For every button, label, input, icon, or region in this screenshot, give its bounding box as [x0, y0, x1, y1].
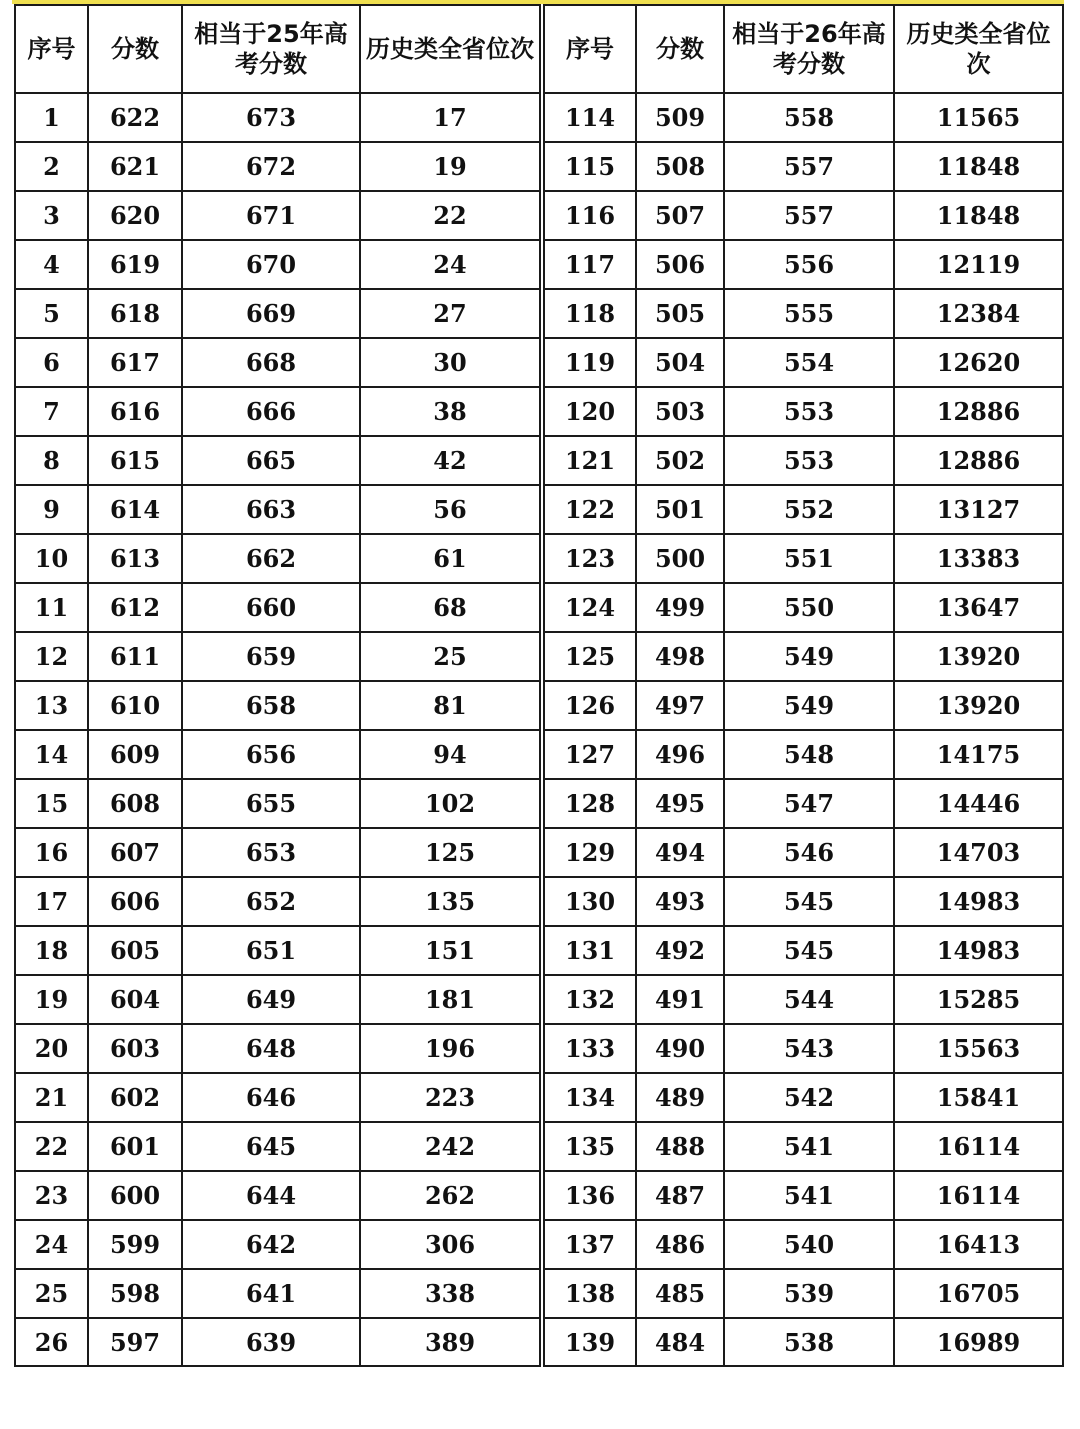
cell-province-rank-left: 24	[360, 240, 542, 289]
cell-equiv-score-26: 556	[724, 240, 894, 289]
cell-seq-left: 3	[15, 191, 88, 240]
cell-equiv-score-26: 546	[724, 828, 894, 877]
cell-seq-left: 21	[15, 1073, 88, 1122]
table-row	[15, 1073, 1063, 1122]
cell-seq-right: 117	[542, 240, 636, 289]
cell-seq-left: 10	[15, 534, 88, 583]
cell-equiv-score-26: 551	[724, 534, 894, 583]
cell-province-rank-right: 12119	[894, 240, 1063, 289]
cell-score-left: 610	[88, 681, 182, 730]
cell-equiv-score-26: 545	[724, 926, 894, 975]
cell-province-rank-left: 262	[360, 1171, 542, 1220]
cell-seq-right: 119	[542, 338, 636, 387]
cell-equiv-score-25: 655	[182, 779, 360, 828]
cell-province-rank-right: 13920	[894, 681, 1063, 730]
cell-seq-right: 132	[542, 975, 636, 1024]
cell-score-right: 502	[636, 436, 724, 485]
cell-equiv-score-26: 553	[724, 387, 894, 436]
cell-seq-right: 134	[542, 1073, 636, 1122]
cell-province-rank-left: 38	[360, 387, 542, 436]
table-row	[15, 632, 1063, 681]
cell-province-rank-left: 22	[360, 191, 542, 240]
cell-score-right: 497	[636, 681, 724, 730]
cell-score-right: 501	[636, 485, 724, 534]
cell-seq-right: 115	[542, 142, 636, 191]
cell-province-rank-right: 13647	[894, 583, 1063, 632]
cell-province-rank-right: 11565	[894, 93, 1063, 142]
cell-score-right: 509	[636, 93, 724, 142]
cell-province-rank-left: 56	[360, 485, 542, 534]
cell-equiv-score-26: 540	[724, 1220, 894, 1269]
cell-score-right: 485	[636, 1269, 724, 1318]
header-equiv-score-25: 相当于25年高考分数	[182, 5, 360, 93]
cell-score-left: 600	[88, 1171, 182, 1220]
cell-score-left: 621	[88, 142, 182, 191]
header-seq-right: 序号	[542, 5, 636, 93]
table-row	[15, 583, 1063, 632]
cell-seq-left: 14	[15, 730, 88, 779]
table-row	[15, 534, 1063, 583]
cell-province-rank-right: 15563	[894, 1024, 1063, 1073]
cell-province-rank-left: 125	[360, 828, 542, 877]
cell-seq-right: 129	[542, 828, 636, 877]
cell-score-right: 493	[636, 877, 724, 926]
cell-province-rank-left: 102	[360, 779, 542, 828]
cell-province-rank-right: 12384	[894, 289, 1063, 338]
cell-score-left: 601	[88, 1122, 182, 1171]
cell-seq-right: 124	[542, 583, 636, 632]
table-row	[15, 338, 1063, 387]
cell-score-left: 618	[88, 289, 182, 338]
cell-seq-right: 131	[542, 926, 636, 975]
cell-score-left: 619	[88, 240, 182, 289]
cell-seq-left: 9	[15, 485, 88, 534]
cell-seq-right: 125	[542, 632, 636, 681]
cell-score-right: 498	[636, 632, 724, 681]
cell-equiv-score-26: 557	[724, 191, 894, 240]
table-row	[15, 681, 1063, 730]
header-score-right: 分数	[636, 5, 724, 93]
cell-seq-left: 5	[15, 289, 88, 338]
cell-province-rank-right: 12620	[894, 338, 1063, 387]
cell-seq-left: 8	[15, 436, 88, 485]
cell-province-rank-left: 135	[360, 877, 542, 926]
cell-seq-left: 15	[15, 779, 88, 828]
table-row	[15, 1318, 1063, 1366]
cell-province-rank-right: 13127	[894, 485, 1063, 534]
cell-seq-right: 118	[542, 289, 636, 338]
cell-seq-left: 7	[15, 387, 88, 436]
cell-province-rank-right: 15285	[894, 975, 1063, 1024]
cell-score-left: 614	[88, 485, 182, 534]
cell-score-left: 622	[88, 93, 182, 142]
table-row	[15, 877, 1063, 926]
cell-equiv-score-26: 554	[724, 338, 894, 387]
cell-equiv-score-25: 666	[182, 387, 360, 436]
cell-score-right: 508	[636, 142, 724, 191]
cell-province-rank-right: 14175	[894, 730, 1063, 779]
cell-equiv-score-26: 550	[724, 583, 894, 632]
cell-equiv-score-26: 548	[724, 730, 894, 779]
cell-seq-left: 22	[15, 1122, 88, 1171]
cell-province-rank-right: 14983	[894, 926, 1063, 975]
cell-seq-right: 127	[542, 730, 636, 779]
cell-province-rank-right: 13920	[894, 632, 1063, 681]
cell-seq-right: 130	[542, 877, 636, 926]
table-row	[15, 1122, 1063, 1171]
cell-score-right: 484	[636, 1318, 724, 1366]
cell-score-left: 616	[88, 387, 182, 436]
cell-score-left: 620	[88, 191, 182, 240]
cell-province-rank-left: 25	[360, 632, 542, 681]
cell-equiv-score-26: 538	[724, 1318, 894, 1366]
cell-score-left: 599	[88, 1220, 182, 1269]
cell-score-right: 494	[636, 828, 724, 877]
cell-seq-right: 136	[542, 1171, 636, 1220]
cell-equiv-score-25: 649	[182, 975, 360, 1024]
cell-seq-left: 4	[15, 240, 88, 289]
cell-province-rank-left: 338	[360, 1269, 542, 1318]
cell-seq-right: 126	[542, 681, 636, 730]
cell-province-rank-left: 19	[360, 142, 542, 191]
table-row	[15, 436, 1063, 485]
cell-province-rank-left: 151	[360, 926, 542, 975]
cell-equiv-score-25: 648	[182, 1024, 360, 1073]
cell-province-rank-left: 306	[360, 1220, 542, 1269]
cell-seq-right: 114	[542, 93, 636, 142]
header-province-rank-right: 历史类全省位次	[894, 5, 1063, 93]
table-row	[15, 1220, 1063, 1269]
cell-seq-right: 122	[542, 485, 636, 534]
cell-province-rank-left: 68	[360, 583, 542, 632]
cell-equiv-score-25: 644	[182, 1171, 360, 1220]
table-row	[15, 142, 1063, 191]
cell-score-right: 496	[636, 730, 724, 779]
cell-equiv-score-26: 547	[724, 779, 894, 828]
table-row	[15, 1171, 1063, 1220]
cell-equiv-score-25: 673	[182, 93, 360, 142]
cell-score-right: 499	[636, 583, 724, 632]
cell-seq-right: 137	[542, 1220, 636, 1269]
cell-score-left: 611	[88, 632, 182, 681]
cell-province-rank-left: 242	[360, 1122, 542, 1171]
cell-seq-right: 121	[542, 436, 636, 485]
cell-province-rank-right: 12886	[894, 387, 1063, 436]
table-row	[15, 828, 1063, 877]
table-row	[15, 779, 1063, 828]
cell-score-right: 506	[636, 240, 724, 289]
cell-seq-left: 17	[15, 877, 88, 926]
cell-equiv-score-26: 544	[724, 975, 894, 1024]
cell-score-left: 598	[88, 1269, 182, 1318]
cell-score-right: 505	[636, 289, 724, 338]
cell-province-rank-left: 81	[360, 681, 542, 730]
cell-province-rank-right: 13383	[894, 534, 1063, 583]
cell-score-right: 488	[636, 1122, 724, 1171]
cell-seq-left: 20	[15, 1024, 88, 1073]
cell-province-rank-left: 223	[360, 1073, 542, 1122]
cell-province-rank-right: 16705	[894, 1269, 1063, 1318]
table-row	[15, 240, 1063, 289]
cell-seq-left: 1	[15, 93, 88, 142]
table-row	[15, 730, 1063, 779]
cell-score-right: 492	[636, 926, 724, 975]
cell-equiv-score-25: 669	[182, 289, 360, 338]
cell-score-right: 504	[636, 338, 724, 387]
cell-equiv-score-26: 542	[724, 1073, 894, 1122]
cell-seq-left: 19	[15, 975, 88, 1024]
cell-seq-right: 138	[542, 1269, 636, 1318]
cell-seq-left: 13	[15, 681, 88, 730]
cell-equiv-score-25: 668	[182, 338, 360, 387]
cell-province-rank-right: 16114	[894, 1171, 1063, 1220]
cell-equiv-score-25: 641	[182, 1269, 360, 1318]
cell-equiv-score-25: 652	[182, 877, 360, 926]
cell-equiv-score-25: 671	[182, 191, 360, 240]
cell-equiv-score-25: 653	[182, 828, 360, 877]
cell-equiv-score-25: 651	[182, 926, 360, 975]
cell-score-right: 490	[636, 1024, 724, 1073]
table-row	[15, 975, 1063, 1024]
cell-score-right: 486	[636, 1220, 724, 1269]
cell-equiv-score-26: 553	[724, 436, 894, 485]
cell-seq-left: 16	[15, 828, 88, 877]
cell-seq-left: 24	[15, 1220, 88, 1269]
cell-province-rank-right: 16989	[894, 1318, 1063, 1366]
cell-province-rank-right: 16413	[894, 1220, 1063, 1269]
cell-seq-right: 116	[542, 191, 636, 240]
cell-equiv-score-25: 660	[182, 583, 360, 632]
cell-seq-right: 133	[542, 1024, 636, 1073]
cell-equiv-score-26: 552	[724, 485, 894, 534]
cell-equiv-score-25: 658	[182, 681, 360, 730]
cell-seq-left: 2	[15, 142, 88, 191]
cell-equiv-score-25: 642	[182, 1220, 360, 1269]
cell-seq-right: 135	[542, 1122, 636, 1171]
cell-score-left: 609	[88, 730, 182, 779]
cell-equiv-score-26: 541	[724, 1122, 894, 1171]
table-row	[15, 926, 1063, 975]
table-row	[15, 1269, 1063, 1318]
cell-score-right: 489	[636, 1073, 724, 1122]
cell-province-rank-left: 181	[360, 975, 542, 1024]
cell-equiv-score-26: 543	[724, 1024, 894, 1073]
cell-equiv-score-26: 555	[724, 289, 894, 338]
cell-province-rank-right: 11848	[894, 142, 1063, 191]
cell-province-rank-left: 27	[360, 289, 542, 338]
cell-equiv-score-26: 541	[724, 1171, 894, 1220]
cell-equiv-score-26: 539	[724, 1269, 894, 1318]
cell-equiv-score-25: 645	[182, 1122, 360, 1171]
cell-score-right: 503	[636, 387, 724, 436]
header-equiv-score-26: 相当于26年高考分数	[724, 5, 894, 93]
cell-score-left: 604	[88, 975, 182, 1024]
cell-seq-right: 128	[542, 779, 636, 828]
cell-score-right: 495	[636, 779, 724, 828]
cell-score-left: 613	[88, 534, 182, 583]
header-score-left: 分数	[88, 5, 182, 93]
cell-province-rank-left: 196	[360, 1024, 542, 1073]
cell-seq-left: 12	[15, 632, 88, 681]
cell-equiv-score-25: 662	[182, 534, 360, 583]
cell-province-rank-left: 389	[360, 1318, 542, 1366]
table-row	[15, 93, 1063, 142]
cell-score-right: 500	[636, 534, 724, 583]
cell-equiv-score-25: 672	[182, 142, 360, 191]
cell-score-left: 612	[88, 583, 182, 632]
cell-equiv-score-26: 558	[724, 93, 894, 142]
cell-score-left: 615	[88, 436, 182, 485]
cell-province-rank-right: 12886	[894, 436, 1063, 485]
cell-score-left: 603	[88, 1024, 182, 1073]
cell-equiv-score-26: 549	[724, 681, 894, 730]
cell-equiv-score-25: 670	[182, 240, 360, 289]
cell-equiv-score-25: 665	[182, 436, 360, 485]
cell-province-rank-right: 14983	[894, 877, 1063, 926]
cell-score-right: 491	[636, 975, 724, 1024]
cell-province-rank-left: 42	[360, 436, 542, 485]
cell-province-rank-right: 14703	[894, 828, 1063, 877]
cell-score-right: 507	[636, 191, 724, 240]
table-body	[15, 93, 1063, 1366]
cell-province-rank-right: 14446	[894, 779, 1063, 828]
header-seq-left: 序号	[15, 5, 88, 93]
cell-province-rank-left: 61	[360, 534, 542, 583]
cell-seq-left: 6	[15, 338, 88, 387]
cell-equiv-score-25: 639	[182, 1318, 360, 1366]
cell-score-left: 605	[88, 926, 182, 975]
cell-province-rank-left: 17	[360, 93, 542, 142]
cell-province-rank-left: 30	[360, 338, 542, 387]
cell-score-left: 617	[88, 338, 182, 387]
cell-score-left: 608	[88, 779, 182, 828]
cell-equiv-score-25: 663	[182, 485, 360, 534]
table-row	[15, 191, 1063, 240]
cell-seq-right: 139	[542, 1318, 636, 1366]
cell-equiv-score-26: 549	[724, 632, 894, 681]
cell-seq-left: 18	[15, 926, 88, 975]
table-header-row	[15, 5, 1063, 93]
cell-seq-left: 26	[15, 1318, 88, 1366]
cell-equiv-score-25: 646	[182, 1073, 360, 1122]
cell-score-left: 597	[88, 1318, 182, 1366]
cell-seq-left: 25	[15, 1269, 88, 1318]
cell-seq-right: 123	[542, 534, 636, 583]
table-row	[15, 1024, 1063, 1073]
cell-province-rank-right: 16114	[894, 1122, 1063, 1171]
cell-equiv-score-25: 656	[182, 730, 360, 779]
table-row	[15, 387, 1063, 436]
cell-province-rank-right: 15841	[894, 1073, 1063, 1122]
table-row	[15, 485, 1063, 534]
cell-equiv-score-26: 557	[724, 142, 894, 191]
cell-seq-left: 11	[15, 583, 88, 632]
cell-score-left: 606	[88, 877, 182, 926]
cell-score-right: 487	[636, 1171, 724, 1220]
cell-equiv-score-25: 659	[182, 632, 360, 681]
header-province-rank-left: 历史类全省位次	[360, 5, 542, 93]
cell-seq-right: 120	[542, 387, 636, 436]
cell-province-rank-right: 11848	[894, 191, 1063, 240]
cell-score-left: 602	[88, 1073, 182, 1122]
score-conversion-table	[14, 4, 1064, 1367]
cell-province-rank-left: 94	[360, 730, 542, 779]
cell-score-left: 607	[88, 828, 182, 877]
cell-equiv-score-26: 545	[724, 877, 894, 926]
table-row	[15, 289, 1063, 338]
cell-seq-left: 23	[15, 1171, 88, 1220]
